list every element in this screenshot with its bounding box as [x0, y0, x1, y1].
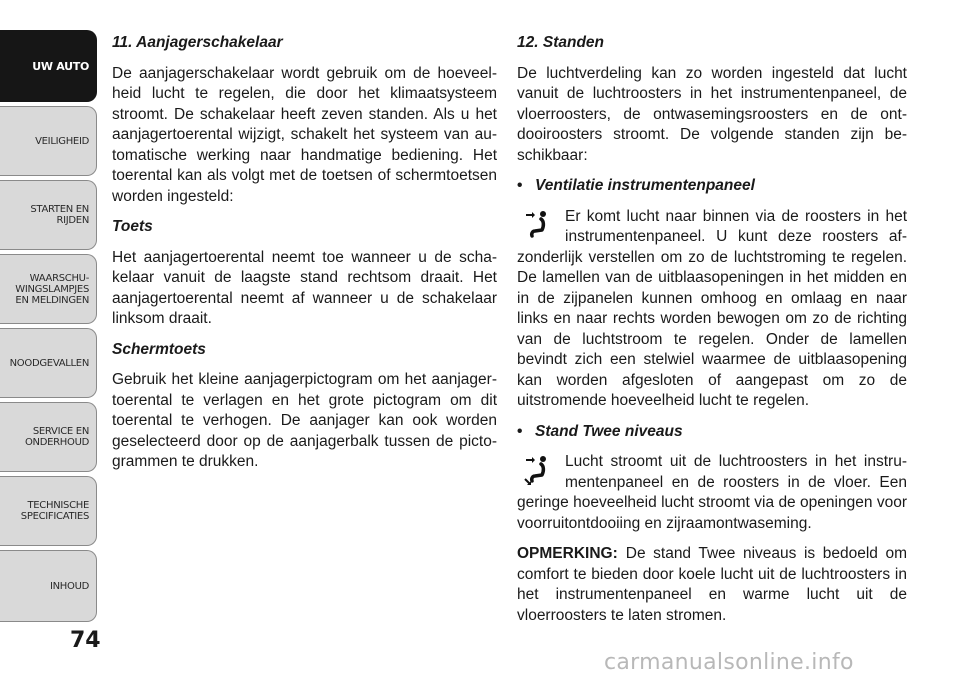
tab-veiligheid[interactable]: VEILIGHEID — [0, 106, 97, 176]
note-paragraph — [517, 544, 907, 626]
right-column — [517, 33, 907, 636]
bullet-ventilatie-title: Ventilatie instrumentenpaneel — [535, 177, 755, 194]
bullet-ventilatie-text: Er komt lucht naar binnen via de roosters in het instrumentenpaneel. U kunt deze roosters afzonderlijk verstellen om zo de luchtstroming te regelen. De lamellen van de uitblaasopeningen in het midden en in de zijpanelen kunnen omhoog en omlaag en naar links en naar rechts worden bewogen om zo de richting van de luchtstroom te regelen. Onder de lamellen bevindt zich een stelwiel waarmee de uitblaasopening kan worden afgesloten of aangepast om zo de uitstromende hoeveelheid lucht te regelen. — [517, 207, 907, 409]
bullet-twee-niveaus-title: Stand Twee niveaus — [535, 422, 683, 440]
tab-waarschuwingslampjes[interactable]: WAARSCHU- WINGSLAMPJES EN MELDINGEN — [0, 254, 97, 324]
section-heading-aanjagerschakelaar: 11. Aanjagerschakelaar — [112, 34, 283, 51]
tab-noodgevallen[interactable]: NOODGEVALLEN — [0, 328, 97, 398]
page-number: 74 — [70, 628, 101, 653]
tab-starten-en-rijden[interactable]: STARTEN EN RIJDEN — [0, 180, 97, 250]
left-column — [112, 33, 497, 483]
subheading-schermtoets: Schermtoets — [112, 340, 206, 358]
tab-inhoud[interactable]: INHOUD — [0, 550, 97, 622]
bullet-dot: • — [517, 422, 523, 440]
bullet-twee-niveaus-text: Lucht stroomt uit de luchtroosters in het instrumentenpaneel en de roosters in de vloer. Een geringe hoeveelheid lucht stroomt via de openingen voor voorruitontdooiing en zijraamontwaseming. — [517, 453, 907, 532]
tab-technische-specificaties[interactable]: TECHNISCHE SPECIFICATIES — [0, 476, 97, 546]
bullet-twee-niveaus-heading — [517, 422, 907, 443]
paragraph-standen-intro: De luchtverdeling kan zo worden ingesteld dat lucht vanuit de luchtroosters in het instrumentenpaneel, de vloerroosters, de ontwasemingsroosters en de ontdooiroosters stroomt. De volgende standen zijn beschikbaar: — [517, 64, 907, 164]
bullet-ventilatie-heading — [517, 176, 907, 197]
note-label: OPMERKING: — [517, 545, 618, 562]
bi-level-mode-icon — [517, 452, 563, 490]
bullet-twee-niveaus-body — [517, 452, 907, 534]
paragraph-toets: Het aanjagertoerental neemt toe wanneer u de schakelaar vanuit de laagste stand rechtsom draait. Het aanjagertoerental neemt af wanneer u de schakelaar linksom draait. — [112, 248, 497, 327]
tab-uw-auto[interactable]: UW AUTO — [0, 30, 97, 102]
paragraph-intro: De aanjagerschakelaar wordt gebruik om de hoeveelheid lucht te regelen, die door het klimaatsysteem stroomt. De schakelaar heeft zeven standen. Als u het aanjagertoerental wijzigt, schakelt het systeem van automatische werking naar handmatige bediening. Het toerental kan als volgt met de toetsen of schermtoetsen worden ingesteld: — [112, 64, 497, 205]
site-watermark: carmanualsonline.info — [604, 650, 854, 675]
panel-vent-mode-icon — [517, 207, 563, 245]
section-heading-standen: 12. Standen — [517, 34, 604, 51]
bullet-dot: • — [517, 177, 523, 194]
subheading-toets: Toets — [112, 218, 153, 235]
tab-service-en-onderhoud[interactable]: SERVICE EN ONDERHOUD — [0, 402, 97, 472]
bullet-ventilatie-body — [517, 207, 907, 412]
paragraph-schermtoets: Gebruik het kleine aanjagerpictogram om het aanjagertoerental te verlagen en het grote pictogram om dit toerental te verhogen. De aanjager kan ook worden geselecteerd door op de aanjagerbalk tussen de pictogrammen te drukken. — [112, 371, 497, 470]
note-text: De stand Twee niveaus is bedoeld om comfort te bieden door koele lucht uit de luchtroosters in het instrumentenpaneel en warme lucht uit de vloerroosters te laten stromen. — [517, 545, 907, 624]
